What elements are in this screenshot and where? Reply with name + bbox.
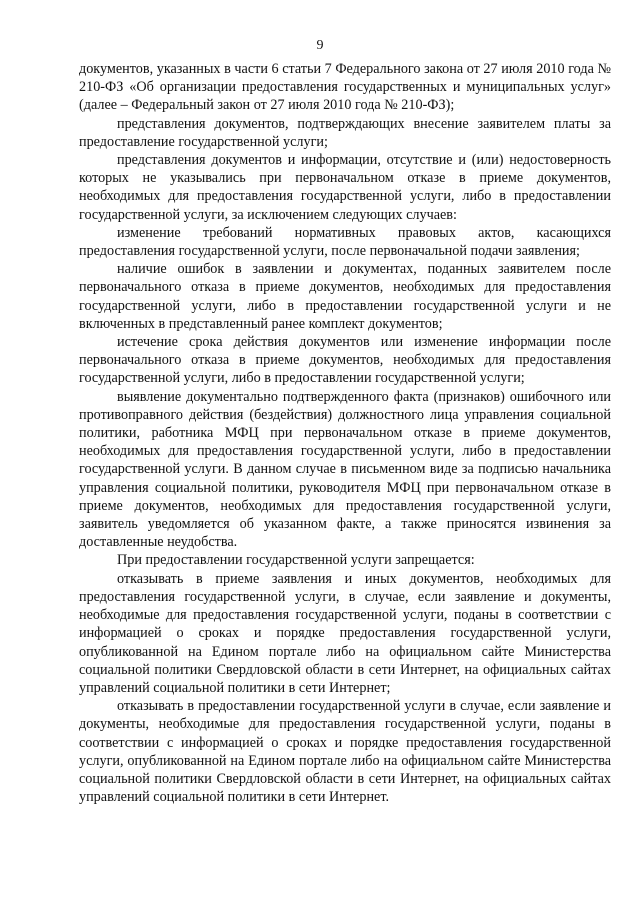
paragraph-continuation: документов, указанных в части 6 статьи 7 Федерального закона от 27 июля 2010 года № 210-ФЗ «Об организации предоставления государственных и муниципальных услуг» (далее – Федеральный закон от 27 июля 2010 года № 210-ФЗ); <box>79 61 611 114</box>
paragraph: истечение срока действия документов или изменение информации после первоначального отказа в приеме документов, необходимых для предоставления государственной услуги, либо в предоставлении государственной услуги; <box>79 334 611 387</box>
paragraph: отказывать в приеме заявления и иных документов, необходимых для предоставления государственной услуги, в случае, если заявление и документы, необходимые для предоставления государственной услуги, поданы в соответствии с информацией о сроках и порядке предоставления государственной услуги, опубликованной на Едином портале либо на официальном сайте Министерства социальной политики Свердловской области в сети Интернет, на официальных сайтах управлений социальной политики в сети Интернет; <box>79 570 611 696</box>
page-number: 9 <box>316 38 324 53</box>
paragraph: При предоставлении государственной услуги запрещается: <box>117 552 475 569</box>
paragraph: выявление документально подтвержденного факта (признаков) ошибочного или противоправного действия (бездействия) должностного лица управления социальной политики, работника МФЦ при первоначальном отказе в приеме документов, необходимых для предоставления государственной услуги, либо в предоставлении государственной услуги. В данном случае в письменном виде за подписью начальника управления социальной политики, руководителя МФЦ при первоначальном отказе в приеме документов, необходимых для предоставления государственной услуги, заявитель уведомляется об указанном факте, а также приносятся извинения за доставленные неудобства. <box>79 388 611 551</box>
paragraph: изменение требований нормативных правовых актов, касающихся предоставления государственной услуги, после первоначальной подачи заявления; <box>79 224 611 260</box>
paragraph: отказывать в предоставлении государственной услуги в случае, если заявление и документы, необходимые для предоставления государственной услуги, поданы в соответствии с информацией о сроках и порядке предоставления государственной услуги, опубликованной на Едином портале либо на официальном сайте Министерства социальной политики Свердловской области в сети Интернет, на официальных сайтах управлений социальной политики в сети Интернет. <box>79 698 611 806</box>
paragraph: наличие ошибок в заявлении и документах, поданных заявителем после первоначального отказа в приеме документов, необходимых для предоставления государственной услуги, либо в предоставлении государственной услуги и не включенных в представленный ранее комплект документов; <box>79 261 611 332</box>
document-body <box>79 60 611 806</box>
paragraph: представления документов и информации, отсутствие и (или) недостоверность которых не указывались при первоначальном отказе в приеме документов, необходимых для предоставления государственной услуги, либо в предоставлении государственной услуги, за исключением следующих случаев: <box>79 152 611 223</box>
paragraph: представления документов, подтверждающих внесение заявителем платы за предоставление государственной услуги; <box>79 115 611 150</box>
